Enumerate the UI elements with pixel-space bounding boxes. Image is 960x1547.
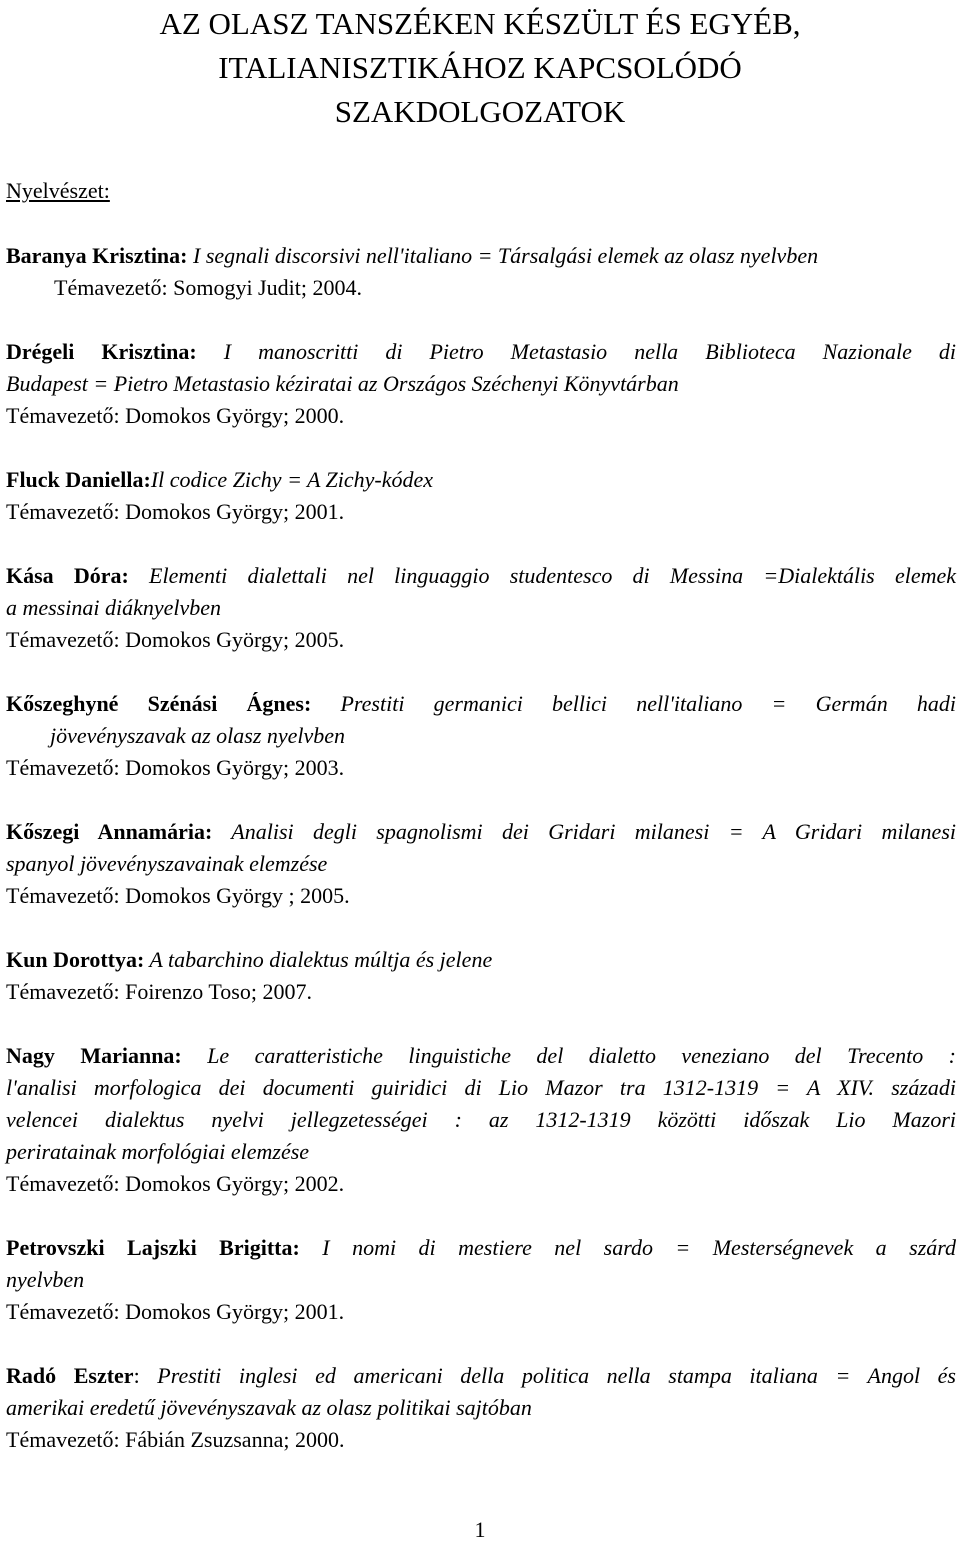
entry-title: A tabarchino dialektus múltja és jelene (144, 947, 493, 972)
entry-title: Prestiti inglesi ed americani della politica nella stampa italiana = Angol és (157, 1363, 956, 1388)
thesis-entry (6, 240, 956, 304)
entry-title: Elementi dialettali nel linguaggio studentesco di Messina =Dialektális elemek (128, 563, 957, 588)
entry-title-cont: l'analisi morfologica dei documenti guiridici di Lio Mazor tra 1312-1319 = A XIV. századi (6, 1075, 956, 1100)
thesis-entry (6, 560, 956, 656)
entry-author: Kőszegi Annamária: (6, 819, 213, 844)
entry-title: Prestiti germanici bellici nell'italiano = Germán hadi (311, 691, 956, 716)
thesis-entry (6, 816, 956, 912)
entry-author: Nagy Marianna: (6, 1043, 182, 1068)
entry-title-cont: jövevényszavak az olasz nyelvben (50, 723, 346, 748)
thesis-entry (6, 944, 956, 1008)
title-line: ITALIANISZTIKÁHOZ KAPCSOLÓDÓ (218, 50, 742, 85)
title-line: SZAKDOLGOZATOK (334, 94, 626, 129)
thesis-list (6, 240, 956, 1456)
entry-title-cont: velencei dialektus nyelvi jellegzetességei : az 1312-1319 közötti időszak Lio Mazori (6, 1107, 956, 1132)
entry-title-cont: nyelvben (6, 1267, 85, 1292)
entry-author: Radó Eszter (6, 1363, 134, 1388)
entry-supervisor: Témavezető: Domokos György ; 2005. (6, 883, 350, 908)
entry-title-cont: a messinai diáknyelvben (6, 595, 222, 620)
entry-separator: : (133, 1363, 158, 1388)
thesis-entry (6, 1232, 956, 1328)
entry-title: Le caratteristiche linguistiche del dialetto veneziano del Trecento : (181, 1043, 956, 1068)
entry-supervisor: Témavezető: Fábián Zsuzsanna; 2000. (6, 1427, 345, 1452)
entry-title-cont: Budapest = Pietro Metastasio kéziratai az Országos Széchenyi Könyvtárban (6, 371, 679, 396)
entry-title: I segnali discorsivi nell'italiano = Társalgási elemek az olasz nyelvben (187, 243, 819, 268)
entry-supervisor: Témavezető: Domokos György; 2003. (6, 755, 345, 780)
entry-supervisor: Témavezető: Foirenzo Toso; 2007. (6, 979, 312, 1004)
entry-author: Kőszeghyné Szénási Ágnes: (6, 691, 312, 716)
entry-title-cont: amerikai eredetű jövevényszavak az olasz politikai sajtóban (6, 1395, 532, 1420)
entry-supervisor: Témavezető: Somogyi Judit; 2004. (54, 275, 362, 300)
page-title (0, 2, 960, 134)
title-line: AZ OLASZ TANSZÉKEN KÉSZÜLT ÉS EGYÉB, (159, 6, 801, 41)
entry-supervisor: Témavezető: Domokos György; 2001. (6, 499, 345, 524)
section-heading: Nyelvészet: (6, 178, 110, 203)
entry-author: Kun Dorottya: (6, 947, 145, 972)
entry-title: Il codice Zichy = A Zichy-kódex (150, 467, 434, 492)
entry-title-cont: periratainak morfológiai elemzése (6, 1139, 310, 1164)
thesis-entry (6, 1360, 956, 1456)
thesis-entry (6, 464, 956, 528)
entry-supervisor: Témavezető: Domokos György; 2000. (6, 403, 345, 428)
entry-author: Kása Dóra: (6, 563, 129, 588)
thesis-entry (6, 688, 956, 784)
entry-title-cont: spanyol jövevényszavainak elemzése (6, 851, 328, 876)
entry-title: Analisi degli spagnolismi dei Gridari milanesi = A Gridari milanesi (212, 819, 956, 844)
entry-title: I nomi di mestiere nel sardo = Mesterségnevek a szárd (299, 1235, 957, 1260)
thesis-entry (6, 336, 956, 432)
entry-supervisor: Témavezető: Domokos György; 2005. (6, 627, 345, 652)
entry-author: Fluck Daniella: (6, 467, 151, 492)
entry-title: I manoscritti di Pietro Metastasio nella Biblioteca Nazionale di (196, 339, 956, 364)
entry-supervisor: Témavezető: Domokos György; 2002. (6, 1171, 345, 1196)
page-number: 1 (474, 1517, 486, 1542)
entry-author: Baranya Krisztina: (6, 243, 188, 268)
entry-author: Drégeli Krisztina: (6, 339, 197, 364)
thesis-entry (6, 1040, 956, 1200)
entry-author: Petrovszki Lajszki Brigitta: (6, 1235, 300, 1260)
entry-supervisor: Témavezető: Domokos György; 2001. (6, 1299, 345, 1324)
